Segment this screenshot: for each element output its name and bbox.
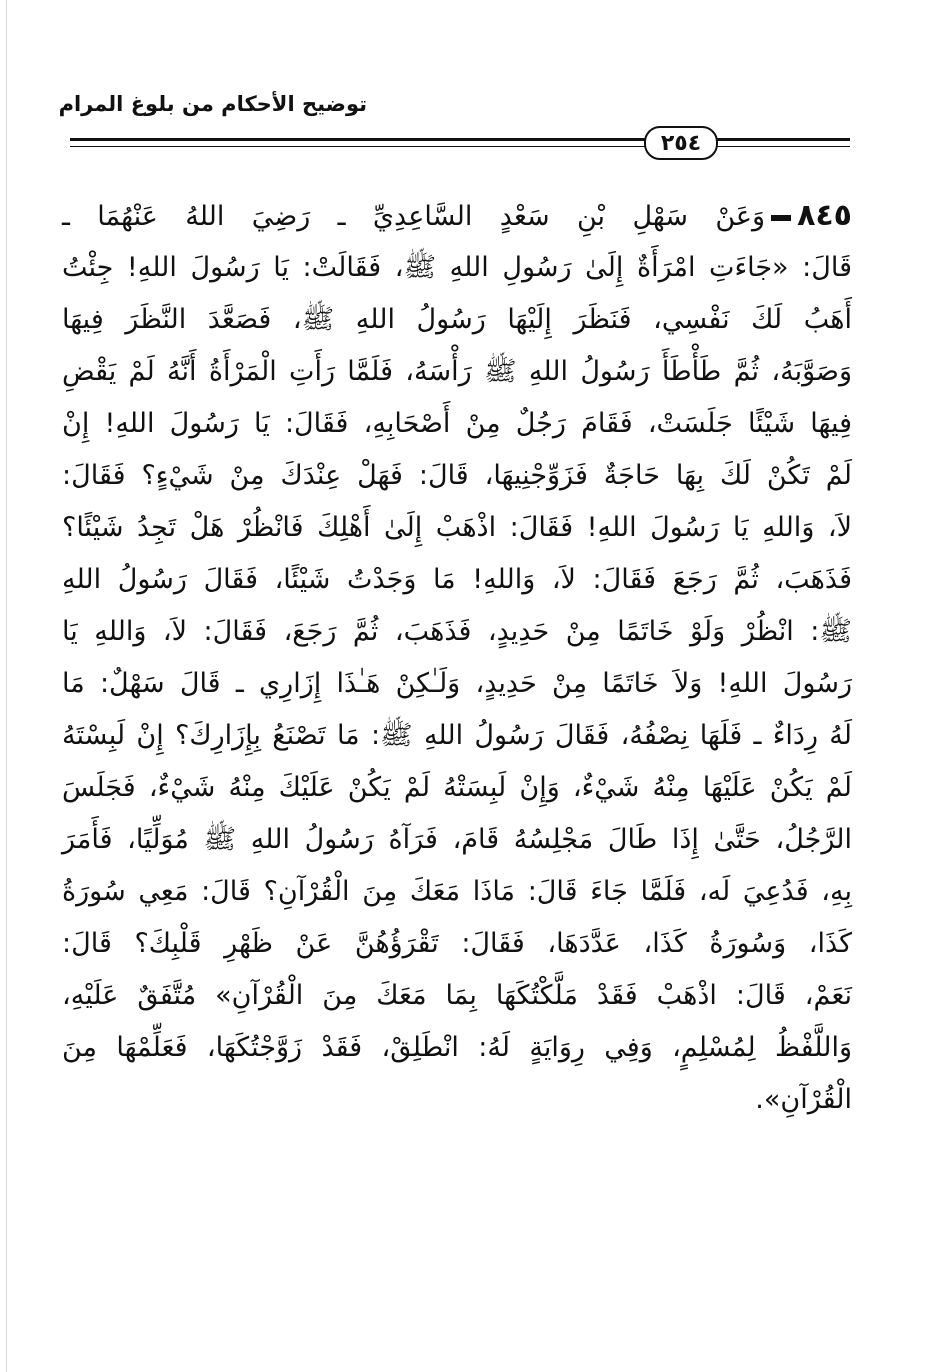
hadith-line: لَهُ رِدَاءٌ ـ فَلَهَا نِصْفُهُ، فَقَالَ رَسُولُ اللهِ ﷺ: مَا تَصْنَعُ بِإِزَارِكَ؟ إِنْ لَبِسْتَهُ [62, 720, 852, 751]
hadith-line: كَذَا، وَسُورَةُ كَذَا، عَدَّدَهَا، فَقَالَ: تَقْرَؤُهُنَّ عَنْ ظَهْرِ قَلْبِكَ؟ قَالَ: [62, 928, 852, 959]
hadith-line: الرَّجُلُ، حَتَّىٰ إِذَا طَالَ مَجْلِسُهُ قَامَ، فَرَآهُ رَسُولُ اللهِ ﷺ مُوَلِّيًا، فَأَمَرَ [62, 824, 852, 855]
header-rule-thin [70, 146, 850, 147]
hadith-line: قَالَ: «جَاءَتِ امْرَأَةٌ إِلَىٰ رَسُولِ اللهِ ﷺ، فَقَالَتْ: يَا رَسُولَ اللهِ! جِئْتُ [62, 252, 852, 283]
hadith-line: لاَ، وَاللهِ يَا رَسُولَ اللهِ! فَقَالَ: اذْهَبْ إِلَىٰ أَهْلِكَ فَانْظُرْ هَلْ تَجِدُ شَيْئًا؟ [62, 512, 852, 543]
page-number-badge: ٢٥٤ [644, 126, 718, 160]
hadith-line: وَصَوَّبَهُ، ثُمَّ طَأْطَأَ رَسُولُ اللهِ ﷺ رَأْسَهُ، فَلَمَّا رَأَتِ الْمَرْأَةُ أَنَّهُ لَمْ يَقْضِ [62, 356, 852, 387]
hadith-line: رَسُولَ اللهِ! وَلاَ خَاتَمًا مِنْ حَدِيدٍ، وَلَـٰكِنْ هَـٰذَا إِزَارِي ـ قَالَ سَهْلٌ: مَا [62, 668, 852, 699]
hadith-line: وَاللَّفْظُ لِمُسْلِمٍ، وَفِي رِوَايَةٍ لَهُ: انْطَلِقْ، فَقَدْ زَوَّجْتُكَهَا، فَعَلِّمْهَا مِنَ [62, 1032, 852, 1063]
hadith-line: فِيهَا شَيْئًا جَلَسَتْ، فَقَامَ رَجُلٌ مِنْ أَصْحَابِهِ، فَقَالَ: يَا رَسُولَ اللهِ! إِنْ [62, 408, 852, 439]
hadith-line: بِهِ، فَدُعِيَ لَه، فَلَمَّا جَاءَ قَالَ: مَاذَا مَعَكَ مِنَ الْقُرْآنِ؟ قَالَ: مَعِي سُورَةُ [62, 876, 852, 907]
page-fold-line [6, 0, 7, 1372]
hadith-line-1 [62, 190, 852, 242]
hadith-line: نَعَمْ، قَالَ: اذْهَبْ فَقَدْ مَلَّكْتُكَهَا بِمَا مَعَكَ مِنَ الْقُرْآنِ» مُتَّفَقٌ عَلَيْهِ، [62, 980, 852, 1011]
hadith-number-dash [771, 215, 791, 221]
header-rule-thick [70, 138, 850, 141]
hadith-line: الْقُرْآنِ». [755, 1084, 852, 1115]
hadith-number: ٨٤٥ [797, 198, 852, 233]
hadith-line: لَمْ يَكُنْ عَلَيْهَا مِنْهُ شَيْءٌ، وَإِنْ لَبِسَتْهُ لَمْ يَكُنْ عَلَيْكَ مِنْهُ شَيْءٌ، فَجَلَسَ [62, 772, 852, 803]
hadith-text-block [62, 190, 852, 1126]
running-header-title: توضيح الأحكام من بلوغ المرام [58, 92, 367, 116]
hadith-line: لَمْ تَكُنْ لَكَ بِهَا حَاجَةٌ فَزَوِّجْنِيهَا، قَالَ: فَهَلْ عِنْدَكَ مِنْ شَيْءٍ؟ فَقَالَ: [62, 460, 852, 491]
hadith-line: ﷺ: انْظُرْ وَلَوْ خَاتَمًا مِنْ حَدِيدٍ، فَذَهَبَ، ثُمَّ رَجَعَ، فَقَالَ: لاَ، وَاللهِ يَا [62, 616, 852, 647]
hadith-line: أَهَبُ لَكَ نَفْسِي، فَنَظَرَ إِلَيْهَا رَسُولُ اللهِ ﷺ، فَصَعَّدَ النَّظَرَ فِيهَا [62, 304, 852, 335]
hadith-line-text: وَعَنْ سَهْلِ بْنِ سَعْدٍ السَّاعِدِيِّ ـ رَضِيَ اللهُ عَنْهُمَا ـ [62, 201, 766, 232]
hadith-line: فَذَهَبَ، ثُمَّ رَجَعَ فَقَالَ: لاَ، وَاللهِ! مَا وَجَدْتُ شَيْئًا، فَقَالَ رَسُولُ اللهِ [62, 564, 852, 595]
